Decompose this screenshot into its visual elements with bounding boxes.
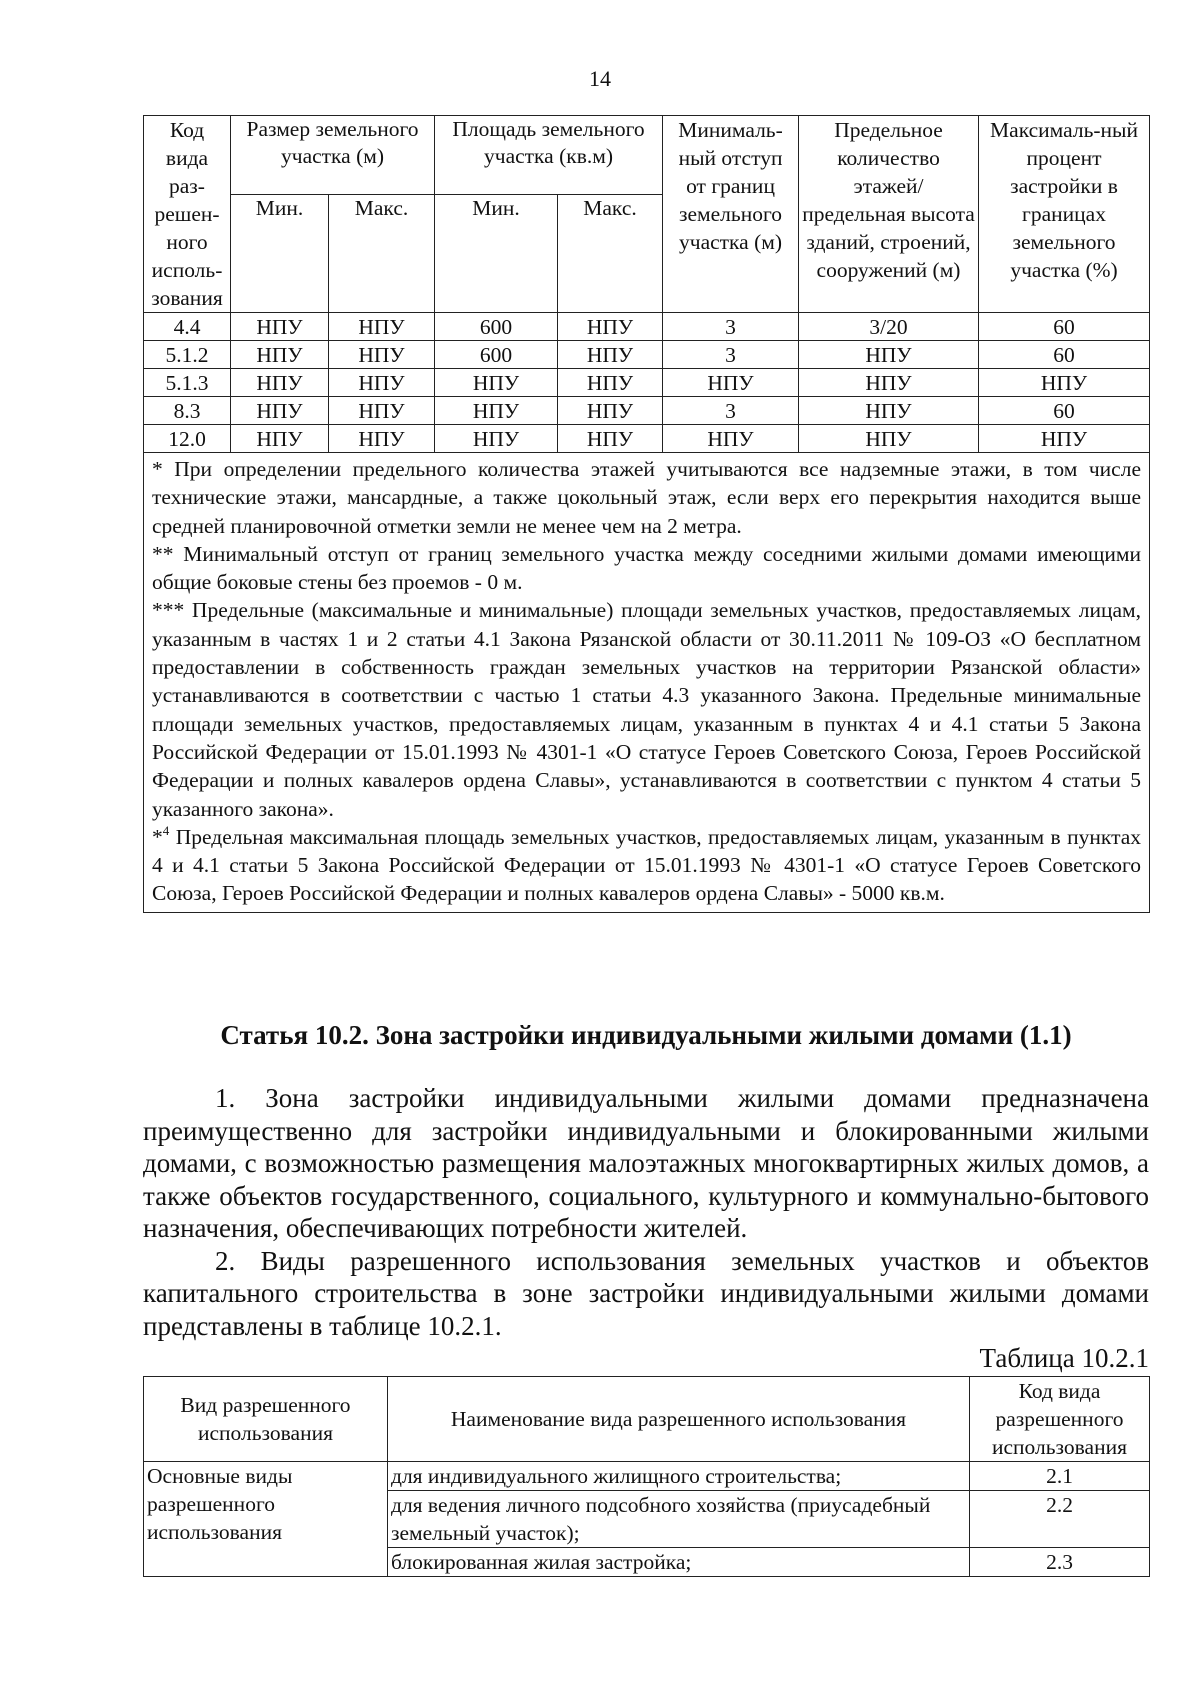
table-cell: 600 — [435, 313, 558, 341]
note-max-area — [152, 823, 1141, 908]
table-cell: НПУ — [979, 425, 1150, 453]
table-cell: НПУ — [329, 369, 435, 397]
table-cell: НПУ — [663, 369, 799, 397]
note-floors: * При определении предельного количества этажей учитываются все надземные этажи, в том числе технические этажи, мансардные, а также цокольный этаж, если верх его перекрытия находится выше средней планировочной отметки земли не менее чем на 2 метра. — [152, 457, 1142, 538]
header-coverage: Максималь-ный процент застройки в границах земельного участка (%) — [979, 116, 1150, 313]
table-caption: Таблица 10.2.1 — [979, 1343, 1149, 1373]
table-cell: НПУ — [329, 341, 435, 369]
paragraph-1: 1. Зона застройки индивидуальными жилыми домами предназначена преимущественно для застройки индивидуальными и блокированными жилыми домами, с возможностью размещения малоэтажных многоквартирных жилых домов, а также объектов государственного, социального, культурного и коммунально-бытового назначения, обеспечивающих потребности жителей. — [143, 1083, 1149, 1243]
header-area-min: Мин. — [435, 195, 558, 313]
table-cell: НПУ — [799, 341, 979, 369]
paragraph-2: 2. Виды разрешенного использования земельных участков и объектов капитального строительства в зоне застройки индивидуальными жилыми домами представлены в таблице 10.2.1. — [143, 1245, 1149, 1341]
table-cell: 5.1.3 — [144, 369, 231, 397]
zone-parameters-table — [143, 115, 1150, 913]
table-cell: 12.0 — [144, 425, 231, 453]
table-cell: 2.1 — [970, 1462, 1150, 1491]
header-area-max: Макс. — [558, 195, 663, 313]
permitted-use-table — [143, 1376, 1150, 1577]
note-max-area-text: Предельная максимальная площадь земельных участков, предоставляемых лицам, указанным в пунктах 4 и 4.1 статьи 5 Закона Российской Федерации от 15.01.1993 № 4301-1 «О статусе Героев Советского Союза, Героев Российской Федерации и полных кавалеров ордена Славы» - 5000 кв.м. — [152, 824, 1142, 906]
table-row — [144, 1462, 1150, 1491]
header-code: Код вида раз-решен-ного исполь-зования — [144, 116, 231, 313]
header-size-min: Мин. — [231, 195, 329, 313]
table-cell: НПУ — [799, 369, 979, 397]
header-floors: Предельное количество этажей/ предельная высота зданий, строений, сооружений (м) — [799, 116, 979, 313]
table-cell: 60 — [979, 341, 1150, 369]
note-mark: * — [152, 824, 163, 849]
table-notes — [144, 453, 1150, 913]
note-plot-area: *** Предельные (максимальные и минимальные) площади земельных участков, предоставляемых лицам, указанным в частях 1 и 2 статьи 4.1 Закона Рязанской области от 30.11.2011 № 109-ОЗ «О бесплатном предоставлении в собственность граждан земельных участков на территории Рязанской области» устанавливаются в соответствии с частью 1 статьи 4.3 указанного Закона. Предельные минимальные площади земельных участков, предоставляемых лицам, указанным в пунктах 4 и 4.1 статьи 5 Закона Российской Федерации от 15.01.1993 № 4301-1 «О статусе Героев Советского Союза, Героев Российской Федерации и полных кавалеров ордена Славы», устанавливаются в соответствии с пунктом 4 статьи 5 указанного закона». — [152, 598, 1142, 821]
header-setback: Минималь-ный отступ от границ земельного участка (м) — [663, 116, 799, 313]
table-cell: 600 — [435, 341, 558, 369]
table-cell: НПУ — [231, 313, 329, 341]
table-cell: блокированная жилая застройка; — [388, 1548, 970, 1577]
table-cell: НПУ — [231, 369, 329, 397]
table-cell: 8.3 — [144, 397, 231, 425]
table-cell: 60 — [979, 397, 1150, 425]
table-cell: 60 — [979, 313, 1150, 341]
notes-row — [144, 453, 1150, 913]
table-cell: НПУ — [558, 369, 663, 397]
table-cell: НПУ — [231, 397, 329, 425]
table-cell: 3 — [663, 313, 799, 341]
table-cell: НПУ — [558, 313, 663, 341]
table-row — [144, 425, 1150, 453]
table-cell: НПУ — [435, 397, 558, 425]
article-body — [143, 1082, 1149, 1342]
table-row — [144, 313, 1150, 341]
header-size-max: Макс. — [329, 195, 435, 313]
table-cell: 5.1.2 — [144, 341, 231, 369]
header-use-code: Код вида разрешенного использования — [970, 1377, 1150, 1462]
table-cell: НПУ — [558, 341, 663, 369]
article-title: Статья 10.2. Зона застройки индивидуальными жилыми домами (1.1) — [220, 1020, 1072, 1050]
table-cell: НПУ — [558, 425, 663, 453]
table-cell: НПУ — [799, 397, 979, 425]
table-row — [144, 369, 1150, 397]
table-cell: 3/20 — [799, 313, 979, 341]
table-row — [144, 341, 1150, 369]
header-use-type: Вид разрешенного использования — [144, 1377, 388, 1462]
table-cell: 3 — [663, 341, 799, 369]
table-cell: НПУ — [558, 397, 663, 425]
table-cell: для ведения личного подсобного хозяйства (приусадебный земельный участок); — [388, 1491, 970, 1548]
group-label: Основные виды разрешенного использования — [144, 1462, 388, 1577]
header-plot-area: Площадь земельного участка (кв.м) — [435, 116, 663, 195]
table-cell: НПУ — [979, 369, 1150, 397]
header-use-name: Наименование вида разрешенного использования — [388, 1377, 970, 1462]
table-cell: НПУ — [799, 425, 979, 453]
table-cell: для индивидуального жилищного строительства; — [388, 1462, 970, 1491]
page-number: 14 — [589, 66, 611, 91]
table-cell: НПУ — [231, 341, 329, 369]
table-cell: 2.2 — [970, 1491, 1150, 1548]
table-cell: 2.3 — [970, 1548, 1150, 1577]
table-cell: НПУ — [329, 397, 435, 425]
header-plot-size: Размер земельного участка (м) — [231, 116, 435, 195]
table-cell: НПУ — [231, 425, 329, 453]
table-cell: НПУ — [663, 425, 799, 453]
table-cell: НПУ — [329, 313, 435, 341]
table-cell: НПУ — [329, 425, 435, 453]
table-cell: НПУ — [435, 425, 558, 453]
table-cell: 4.4 — [144, 313, 231, 341]
table-cell: НПУ — [435, 369, 558, 397]
note-setback: ** Минимальный отступ от границ земельного участка между соседними жилыми домами имеющими общие боковые стены без проемов - 0 м. — [152, 541, 1142, 595]
table-row — [144, 397, 1150, 425]
note-superscript: 4 — [162, 822, 170, 838]
table-cell: 3 — [663, 397, 799, 425]
